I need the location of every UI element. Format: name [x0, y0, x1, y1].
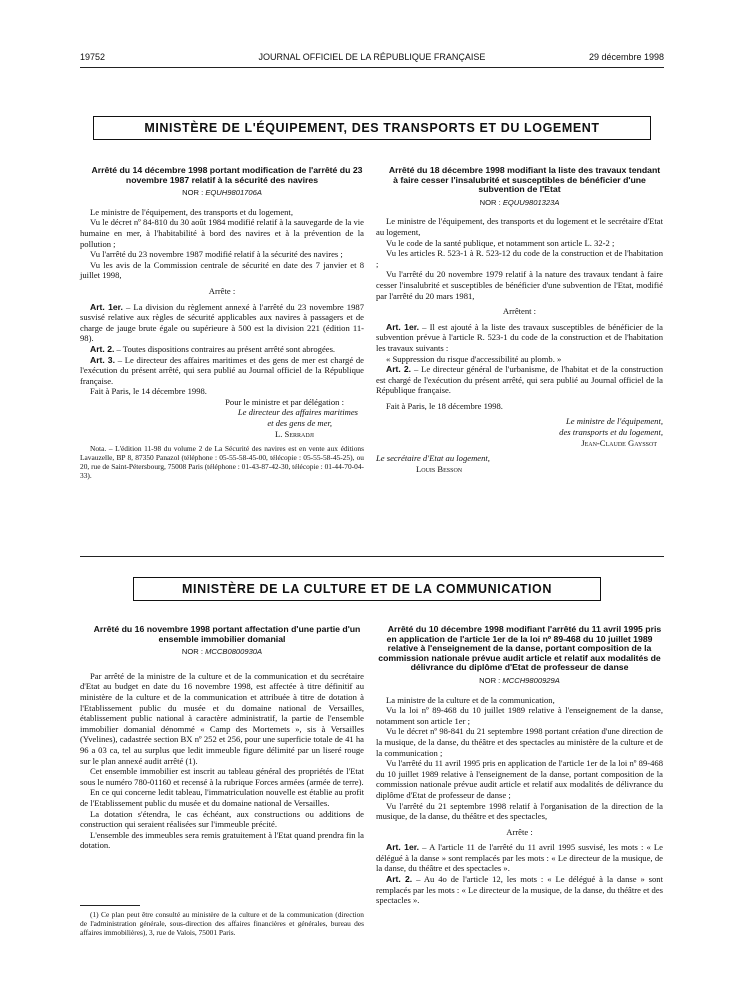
preamble-line: Le ministre de l'équipement, des transports et du logement,: [90, 206, 293, 217]
footnote-area: [80, 905, 364, 937]
paragraph: L'ensemble des immeubles sera remis gratuitement à l'Etat quand prendra fin la dotation.: [80, 829, 364, 851]
preamble-line: La ministre de la culture et de la communication,: [386, 694, 555, 705]
signatory-name: Louis Besson: [416, 463, 463, 474]
nota: Nota. – L'édition 11-98 du volume 2 de La Sécurité des navires est en vente aux éditions Lavauzelle, BP 8, 87350 Panazol (téléphone : 05-55-58-45-00, télécopie : 05-55-58-45-25), ou 20, rue de Saint-Pétersbourg, 75008 Paris (téléphone : 01-43-87-42-30, télécopie : 01-44-70-04-33).: [80, 444, 364, 481]
journal-title: JOURNAL OFFICIEL DE LA RÉPUBLIQUE FRANÇAISE: [258, 52, 486, 62]
done-at: Fait à Paris, le 14 décembre 1998.: [90, 386, 207, 397]
nor-reference: NOR : MCCB0800930A: [181, 647, 263, 657]
decree-title: Arrêté du 14 décembre 1998 portant modification de l'arrêté du 23 novembre 1987 relatif à la sécurité des navires: [91, 165, 363, 185]
article: Art. 2. – Toutes dispositions contraires au présent arrêté sont abrogées.: [90, 343, 336, 354]
paragraph: Cet ensemble immobilier est inscrit au tableau général des propriétés de l'Etat sous le numéro 780-01160 et recensé à la rubrique Forces armées (armée de terre).: [80, 766, 364, 787]
preamble-line: Vu l'arrêté du 11 avril 1995 pris en application de l'article 1er de la loi nº 89-468 du 10 juillet 1989 relative à l'enseignement de la danse, portant composition de la commission nationale prévue audit article et relatif aux modalités de délivrance du diplôme d'Etat de professeur de danse ;: [376, 758, 663, 800]
decree-column-versailles: [80, 625, 364, 851]
arrete-heading: Arrêtent :: [502, 306, 537, 317]
section-rule: [80, 556, 664, 557]
article: Art. 2. – Le directeur général de l'urbanisme, de l'habitat et de la construction est chargé de l'exécution du présent arrêté, qui sera publié au Journal officiel de la République française.: [376, 364, 664, 396]
paragraph: Par arrêté de la ministre de la culture et de la communication et du secrétaire d'Etat au budget en date du 16 novembre 1998, est affectée à titre définitif au ministère de la culture et de la communication et attribuée à titre de dotation à l'Etablissement public du musée et du domaine national de Versailles, établissement public national à caractère administratif, la partie de l'ensemble immobilier domanial dénommé « Camp des Mortemets », sis à Versailles (Yvelines), cadastrée section BX nº 252 et 256, pour une superficie totale de 41 ha 96 a 03 ca, tel au surplus que ledit immeuble figure délimité par un liseré rouge sur le plan annexé audit arrêté (1).: [80, 670, 364, 766]
signature-line: Le secrétaire d'Etat au logement,: [376, 453, 490, 464]
decree-title: Arrêté du 10 décembre 1998 modifiant l'arrêté du 11 avril 1995 pris en application de l'article 1er de la loi nº 89-468 du 10 juillet 1989 relative à l'enseignement de la danse, portant composition de la commission nationale prévue audit article et relatif aux modalités de délivrance du diplôme d'Etat de professeur de danse: [378, 624, 662, 673]
paragraph: La dotation s'étendra, le cas échéant, aux constructions ou additions de construction qui seraient réalisées sur l'immeuble précité.: [80, 808, 364, 830]
preamble-line: Vu la loi nº 89-468 du 10 juillet 1989 relative à l'enseignement de la danse, notamment son article 1er ;: [376, 705, 663, 726]
signature-line: Le directeur des affaires maritimes: [237, 407, 358, 418]
preamble-line: Vu l'arrêté du 23 novembre 1987 modifié relatif à la sécurité des navires ;: [90, 249, 343, 260]
arrete-heading: Arrête :: [208, 285, 236, 296]
preamble-line: Vu l'arrêté du 20 novembre 1979 relatif à la nature des travaux tendant à faire cesser l'insalubrité et susceptibles de bénéficier d'une subvention de l'Etat, modifié par l'arrêté du 20 mars 1981,: [376, 269, 663, 301]
signature-line: des transports et du logement,: [559, 427, 663, 438]
header-rule: [80, 67, 664, 68]
article: Art. 1er. – La division du règlement annexé à l'arrêté du 23 novembre 1987 susvisé relative aux règles de sécurité applicables aux navires à passagers et de charge de jauge brute égale ou supérieure à 500 est la division 221 (édition 11-98).: [80, 301, 364, 344]
ministry-heading-equipement: MINISTÈRE DE L'ÉQUIPEMENT, DES TRANSPORTS ET DU LOGEMENT: [93, 116, 651, 140]
decree-column-insalubrite: [376, 166, 663, 474]
nor-reference: NOR : EQUH9801706A: [182, 188, 262, 198]
decree-title: Arrêté du 16 novembre 1998 portant affectation d'une partie d'un ensemble immobilier domanial: [93, 624, 361, 644]
signatory-name: L. Serradji: [275, 428, 314, 439]
article: Art. 2. – Au 4o de l'article 12, les mots : « Le délégué à la danse » sont remplacés par les mots : « Le directeur de la musique, de la danse, du théâtre et des spectacles ».: [376, 874, 663, 906]
page-number: 19752: [80, 52, 106, 62]
running-header: [80, 52, 664, 66]
article: Art. 1er. – Il est ajouté à la liste des travaux susceptibles de bénéficier de la subvention prévue à l'article R. 523-1 du code de la construction et de l'habitation les travaux suivants :: [376, 321, 663, 353]
footnote: (1) Ce plan peut être consulté au ministère de la culture et de la communication (direction de l'administration générale, sous-direction des affaires financières et générales, bureau des affaires immobilières), 3, rue de Valois, 75001 Paris.: [80, 910, 364, 937]
footnote-rule: [80, 905, 140, 906]
decree-title: Arrêté du 18 décembre 1998 modifiant la liste des travaux tendant à faire cesser l'insalubrité et susceptibles de bénéficier d'une subvention de l'Etat: [388, 165, 661, 195]
signatory-name: Jean-Claude Gayssot: [581, 437, 657, 448]
preamble-line: Vu les articles R. 523-1 à R. 523-12 du code de la construction et de l'habitation ;: [376, 248, 663, 269]
article: Art. 3. – Le directeur des affaires maritimes et des gens de mer est chargé de l'exécution du présent arrêté, qui sera publié au Journal officiel de la République française.: [80, 354, 364, 386]
issue-date: 29 décembre 1998: [588, 52, 664, 62]
nor-reference: NOR : EQUU9801323A: [479, 197, 560, 207]
decree-column-navires: [80, 166, 364, 480]
decree-column-danse: [376, 625, 663, 906]
arrete-heading: Arrête :: [506, 826, 533, 837]
preamble-line: Vu le décret nº 84-810 du 30 août 1984 modifié relatif à la sauvegarde de la vie humaine en mer, à l'habitabilité à bord des navires et à la prévention de la pollution ;: [80, 217, 364, 249]
preamble-line: Vu le code de la santé publique, et notamment son article L. 32-2 ;: [386, 237, 615, 248]
signature-line: Pour le ministre et par délégation :: [225, 396, 344, 407]
ministry-heading-culture: MINISTÈRE DE LA CULTURE ET DE LA COMMUNICATION: [133, 577, 601, 601]
paragraph: En ce qui concerne ledit tableau, l'immatriculation nouvelle est établie au profit de l'Etablissement public du musée et du domaine national de Versailles.: [80, 787, 364, 808]
article: Art. 1er. – A l'article 11 de l'arrêté du 11 avril 1995 susvisé, les mots : « Le délégué à la danse » sont remplacés par les mots : « Le directeur de la musique, de la danse, du théâtre et des spectacles ».: [376, 842, 663, 874]
preamble-line: Vu le décret nº 98-841 du 21 septembre 1998 portant création d'une direction de la musique, de la danse, du théâtre et des spectacles au ministère de la culture et de la communication ;: [376, 726, 663, 758]
nor-reference: NOR : MCCH9800929A: [479, 675, 560, 685]
done-at: Fait à Paris, le 18 décembre 1998.: [386, 400, 503, 411]
signature-line: et des gens de mer,: [267, 418, 332, 429]
preamble-line: Le ministre de l'équipement, des transports et du logement et le secrétaire d'Etat au logement,: [376, 216, 663, 237]
signature-line: Le ministre de l'équipement,: [566, 416, 663, 427]
preamble-line: Vu les avis de la Commission centrale de sécurité en date des 7 janvier et 8 juillet 1998,: [80, 259, 364, 281]
preamble-line: Vu l'arrêté du 21 septembre 1998 relatif à l'organisation de la direction de la musique, de la danse, du théâtre et des spectacles,: [376, 800, 663, 822]
quoted-item: « Suppression du risque d'accessibilité au plomb. »: [386, 353, 562, 364]
